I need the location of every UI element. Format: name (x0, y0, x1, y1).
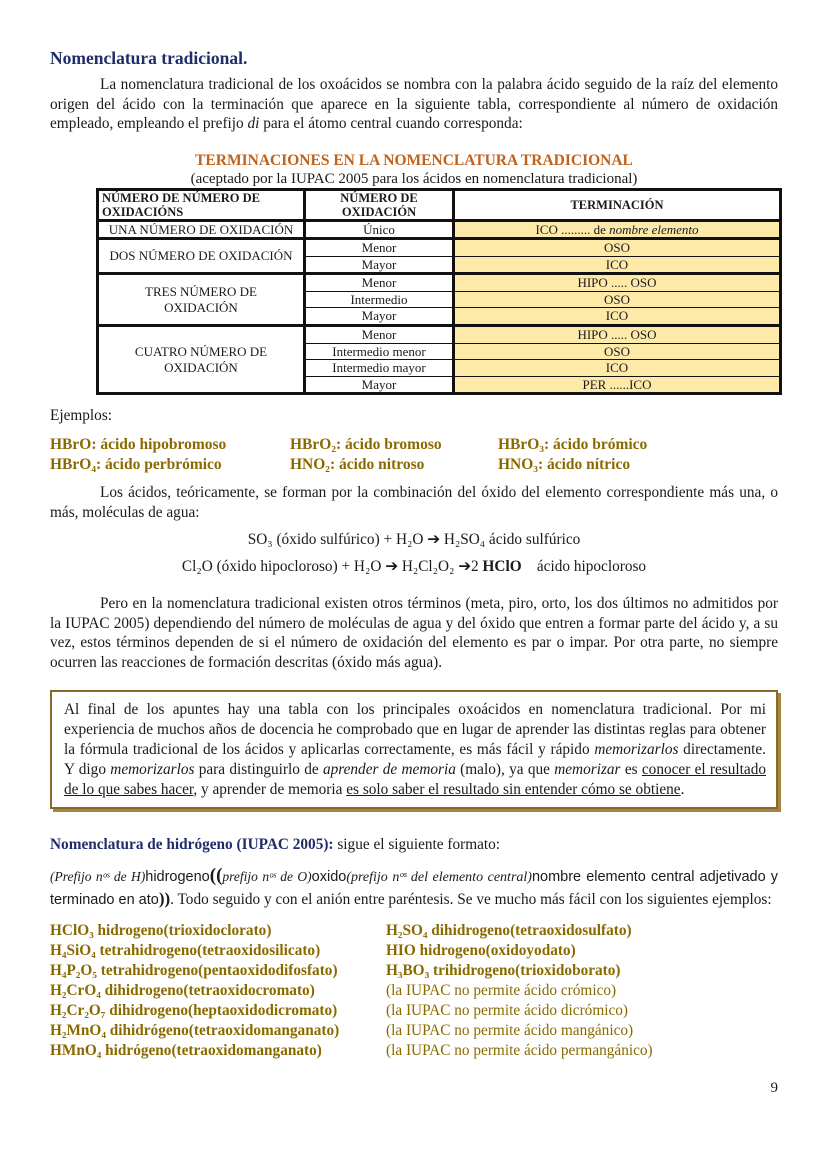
table-cell: ICO ......... de nombre elemento (454, 220, 781, 239)
table-row (98, 220, 781, 239)
group-label: UNA NÚMERO DE OXIDACIÓN (98, 220, 305, 239)
header-count: NÚMERO DE NÚMERO DE OXIDACIÓNS (98, 189, 305, 220)
header-termination: TERMINACIÓN (454, 189, 781, 220)
table-cell: OSO (454, 291, 781, 308)
table-subtitle: (aceptado por la IUPAC 2005 para los ácidos en nomenclatura tradicional) (190, 170, 638, 187)
header-number: NÚMERO DE OXIDACIÓN (305, 189, 454, 220)
table-row (98, 239, 781, 257)
table-title: TERMINACIONES EN LA NOMENCLATURA TRADICIONAL (195, 151, 633, 169)
equation-1: SO₃ (óxido sulfúrico) + H₂O ➔ H₂SO₄ ácido sulfúrico (247, 531, 581, 549)
examples-list (50, 435, 778, 475)
table-cell: ICO (454, 308, 781, 326)
page-content (50, 48, 778, 1061)
table-row (98, 326, 781, 344)
table-cell: Intermedio (305, 291, 454, 308)
table-cell: Mayor (305, 256, 454, 274)
table-cell: HIPO ..... OSO (454, 326, 781, 344)
table-cell: Mayor (305, 308, 454, 326)
examples-label: Ejemplos: (50, 407, 113, 425)
page-number: 9 (770, 1080, 778, 1096)
table-cell: HIPO ..... OSO (454, 274, 781, 292)
terminations-table (96, 188, 782, 396)
equation-2: Cl₂O (óxido hipocloroso) + H₂O ➔ H₂Cl₂O₂ ➔2 HClO ácido hipocloroso (181, 558, 647, 576)
terms-paragraph: Pero en la nomenclatura tradicional existen otros términos (meta, piro, orto, los dos últimos no admitidos por la IUPAC 2005) dependiendo del número de moléculas de agua y del óxido que entren a formar parte del ácido y, a su vez, estos términos dependen de si el número de oxidación del elemento es par o impar. Por otra parte, no siempre ocurren las reacciones de formación descritas (óxido más agua). (50, 595, 778, 671)
section-title-traditional: Nomenclatura tradicional. (50, 48, 248, 68)
group-label: CUATRO NÚMERO DE OXIDACIÓN (98, 326, 305, 394)
table-cell: Intermedio menor (305, 343, 454, 360)
list-item: H₄P₂O₅ tetrahidrogeno(pentaoxidodifosfato) H₃BO₃ trihidrogeno(trioxidoborato) (50, 961, 621, 979)
table-header-row (98, 189, 781, 220)
list-item: H₂CrO₄ dihidrogeno(tetraoxidocromato) (la IUPAC no permite ácido crómico) (50, 981, 617, 999)
table-cell: OSO (454, 239, 781, 257)
table-cell: Menor (305, 274, 454, 292)
list-item: HClO₃ hidrogeno(trioxidoclorato) H₂SO₄ dihidrogeno(tetraoxidosulfato) (50, 921, 632, 939)
table-cell: Menor (305, 326, 454, 344)
table-cell: Intermedio mayor (305, 360, 454, 377)
table-cell: OSO (454, 343, 781, 360)
table-cell: ICO (454, 256, 781, 274)
table-caption (50, 152, 778, 188)
list-item: H₂MnO₄ dihidrógeno(tetraoxidomanganato) (la IUPAC no permite ácido mangánico) (50, 1021, 634, 1039)
table-cell: Único (305, 220, 454, 239)
group-label: DOS NÚMERO DE OXIDACIÓN (98, 239, 305, 274)
intro-paragraph: La nomenclatura tradicional de los oxoácidos se nombra con la palabra ácido seguido de la raíz del elemento origen del ácido con la terminación que aparece en la siguiente tabla, correspondiente al número de oxidación empleado, empleando el prefijo di para el átomo central cuando corresponda: (50, 76, 778, 132)
format-paragraph: (Prefijo nᵒˢ de H)hidrogeno((prefijo nᵒˢ de O)oxido(prefijo nᵒˢ del elemento central)nombre elemento central adjetivado y terminado en ato)). Todo seguido y con el anión entre paréntesis. Se ve mucho más fácil con los siguientes ejemplos: (50, 864, 779, 908)
list-item: H₄SiO₄ tetrahidrogeno(tetraoxidosilicato) HIO hidrogeno(oxidoyodato) (50, 941, 576, 959)
list-item: H₂Cr₂O₇ dihidrogeno(heptaoxidodicromato) (la IUPAC no permite ácido dicrómico) (50, 1001, 629, 1019)
table-cell: ICO (454, 360, 781, 377)
list-item: HBrO₄: ácido perbrómico HNO₂: ácido nitroso HNO₃: ácido nítrico (50, 456, 631, 474)
table-cell: PER ......ICO (454, 376, 781, 394)
table-cell: Mayor (305, 376, 454, 394)
table-row (98, 274, 781, 292)
list-item: HBrO: ácido hipobromoso HBrO₂: ácido bromoso HBrO₃: ácido brómico (50, 436, 648, 454)
hydrogen-examples (50, 921, 778, 1061)
note-box: Al final de los apuntes hay una tabla con los principales oxoácidos en nomenclatura tradicional. Por mi experiencia de muchos años de docencia he comprobado que en lugar de aprender las distintas reglas para obtener la fórmula tradicional de los ácidos y aplicarlas correctamente, es más fácil y rápido memorizarlos directamente. Y digo memorizarlos para distinguirlo de aprender de memoria (malo), ya que memorizar es conocer el resultado de lo que sabes hacer, y aprender de memoria es solo saber el resultado sin entender cómo se obtiene. (50, 690, 778, 809)
section-title-hydrogen: Nomenclatura de hidrógeno (IUPAC 2005): sigue el siguiente formato: (50, 836, 501, 854)
list-item: HMnO₄ hidrógeno(tetraoxidomanganato) (la IUPAC no permite ácido permangánico) (50, 1041, 653, 1059)
group-label: TRES NÚMERO DE OXIDACIÓN (98, 274, 305, 326)
formation-paragraph: Los ácidos, teóricamente, se forman por la combinación del óxido del elemento correspondiente más una, o más, moléculas de agua: (50, 484, 778, 521)
table-cell: Menor (305, 239, 454, 257)
